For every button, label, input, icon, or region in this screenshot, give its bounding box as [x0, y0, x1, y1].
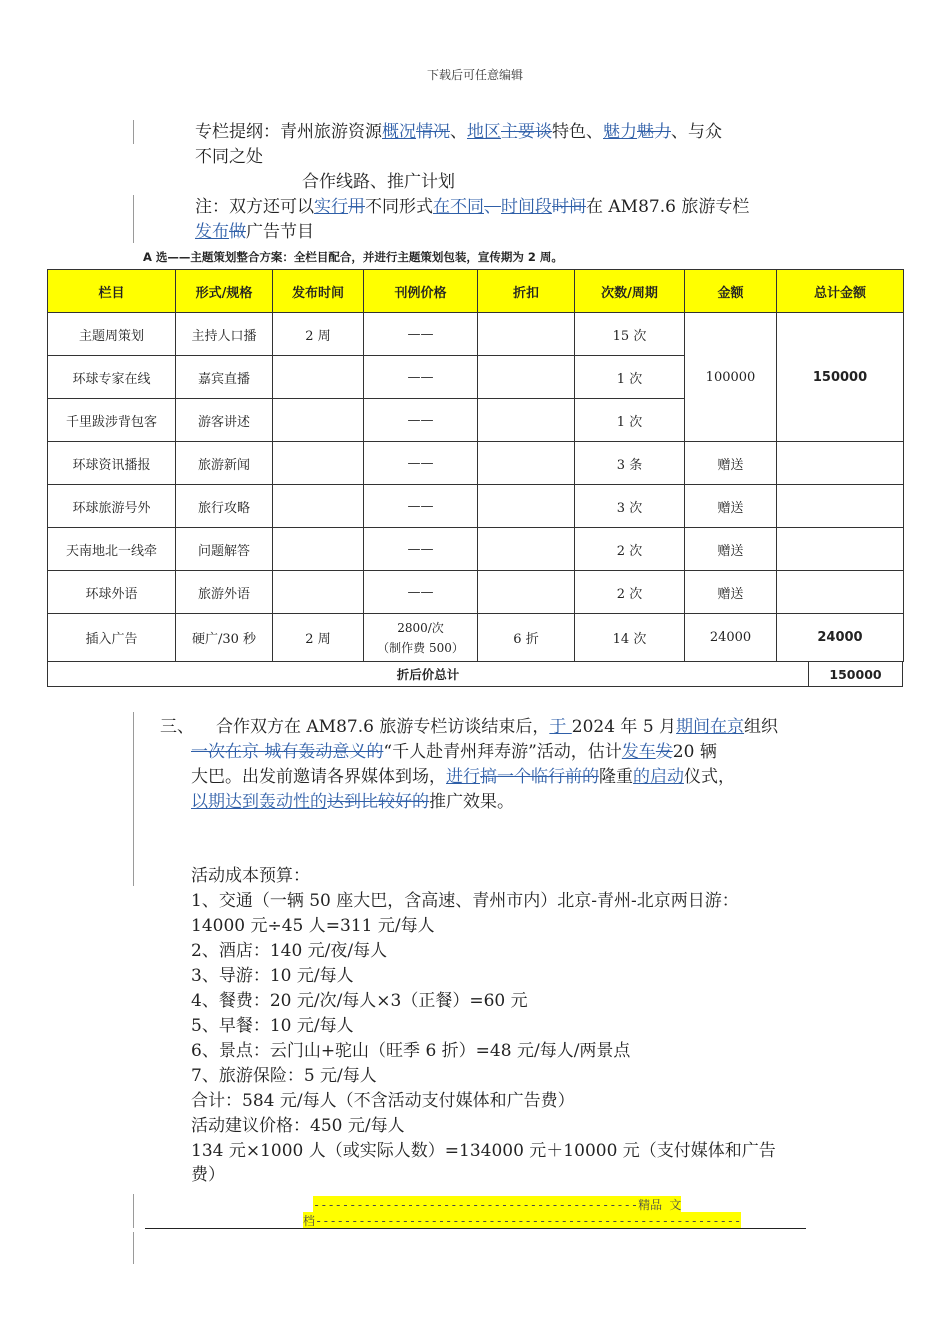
- cell: 主持人口播: [176, 313, 273, 356]
- cell: ——: [364, 356, 478, 399]
- cell: ——: [364, 528, 478, 571]
- budget-line: 2、酒店：140 元/夜/每人: [191, 941, 388, 961]
- change-bar: [133, 120, 134, 144]
- cell: [273, 528, 364, 571]
- cell: 主题周策划: [48, 313, 176, 356]
- budget-line: 3、导游：10 元/每人: [191, 966, 354, 986]
- cell: 15 次: [575, 313, 685, 356]
- header-cell: 形式/规格: [176, 270, 273, 313]
- budget-line: 5、早餐：10 元/每人: [191, 1016, 354, 1036]
- cell: 硬广/30 秒: [176, 614, 273, 662]
- table-row: [48, 571, 904, 614]
- cell: [777, 485, 904, 528]
- cell: 旅游外语: [176, 571, 273, 614]
- table-caption: A 选——主题策划整合方案：全栏目配合，并进行主题策划包装，宣传期为 2 周。: [143, 250, 563, 264]
- table-row: [48, 313, 904, 356]
- change-bar: [133, 195, 134, 243]
- cell: [478, 313, 575, 356]
- header-cell: 栏目: [48, 270, 176, 313]
- cell: 插入广告: [48, 614, 176, 662]
- budget-line: 14000 元÷45 人=311 元/每人: [191, 916, 435, 936]
- cell: 游客讲述: [176, 399, 273, 442]
- cell: 6 折: [478, 614, 575, 662]
- change-bar: [133, 1232, 134, 1264]
- budget-line: 6、景点：云门山+驼山（旺季 6 折）=48 元/每人/两景点: [191, 1041, 631, 1061]
- price-cell: [364, 614, 478, 662]
- cell: 环球专家在线: [48, 356, 176, 399]
- summary-value: 150000: [809, 662, 903, 687]
- cell: ——: [364, 571, 478, 614]
- cell: [273, 571, 364, 614]
- cell: [478, 485, 575, 528]
- outline-line-3: 合作线路、推广计划: [302, 172, 455, 192]
- header-cell: 刊例价格: [364, 270, 478, 313]
- cell: ——: [364, 313, 478, 356]
- table-row: [48, 485, 904, 528]
- header-cell: 金额: [685, 270, 777, 313]
- cell: 2 次: [575, 571, 685, 614]
- cell: ——: [364, 442, 478, 485]
- header-cell: 总计金额: [777, 270, 904, 313]
- cell: ——: [364, 399, 478, 442]
- budget-title: 活动成本预算：: [191, 866, 310, 886]
- cell: [478, 442, 575, 485]
- header-cell: 次数/周期: [575, 270, 685, 313]
- merged-amount-cell: 100000: [685, 313, 777, 442]
- cell: 赠送: [685, 571, 777, 614]
- cell: 24000: [685, 614, 777, 662]
- cell: [777, 528, 904, 571]
- section3-line-2: 一次在京 城有轰动意义的“千人赴青州拜寿游”活动，估计发车发20 辆: [191, 742, 717, 762]
- cell: 3 次: [575, 485, 685, 528]
- price-line: 2800/次: [397, 620, 444, 635]
- section-number: 三、: [160, 717, 194, 737]
- change-bar: [133, 712, 134, 886]
- footer-line-1: ---------------------------------------------精品 文: [313, 1198, 682, 1212]
- table-row: [48, 528, 904, 571]
- footer-line-2: 档-----------------------------------------------------------: [303, 1214, 742, 1228]
- note-line: 注：双方还可以实行用不同形式在不同、时间段时间在 AM87.6 旅游专栏: [195, 197, 750, 217]
- cell: [478, 571, 575, 614]
- cell: 环球旅游号外: [48, 485, 176, 528]
- cell: 千里跋涉背包客: [48, 399, 176, 442]
- budget-line: 4、餐费：20 元/次/每人×3（正餐）=60 元: [191, 991, 528, 1011]
- summary-label: 折后价总计: [48, 662, 809, 687]
- header-cell: 折扣: [478, 270, 575, 313]
- cell: 24000: [777, 614, 904, 662]
- table-row: [48, 442, 904, 485]
- cell: 问题解答: [176, 528, 273, 571]
- cell: ——: [364, 485, 478, 528]
- cell: 赠送: [685, 528, 777, 571]
- cell: 2 次: [575, 528, 685, 571]
- cell: [273, 485, 364, 528]
- cell: 旅游新闻: [176, 442, 273, 485]
- cell: 2 周: [273, 614, 364, 662]
- change-bar: [133, 1194, 134, 1228]
- table-row: [48, 614, 904, 662]
- cell: [273, 399, 364, 442]
- price-line: （制作费 500）: [377, 640, 464, 655]
- note-line-2: 发布做广告节目: [195, 222, 314, 242]
- section3-line-3: 大巴。出发前邀请各界媒体到场，进行搞一个临行前的隆重的启动仪式，: [191, 767, 735, 787]
- cell: [777, 442, 904, 485]
- plan-table: [47, 269, 904, 662]
- header-cell: 发布时间: [273, 270, 364, 313]
- budget-line: 合计：584 元/每人（不含活动支付媒体和广告费）: [191, 1091, 575, 1111]
- cell: [273, 356, 364, 399]
- summary-table: [47, 661, 903, 687]
- cell: 1 次: [575, 356, 685, 399]
- cell: 1 次: [575, 399, 685, 442]
- cell: 14 次: [575, 614, 685, 662]
- cell: 天南地北一线牵: [48, 528, 176, 571]
- cell: [777, 571, 904, 614]
- table-header-row: [48, 270, 904, 313]
- merged-total-cell: 150000: [777, 313, 904, 442]
- cell: 环球外语: [48, 571, 176, 614]
- cell: 旅行攻略: [176, 485, 273, 528]
- cell: [273, 442, 364, 485]
- cell: [478, 399, 575, 442]
- outline-line-2: 不同之处: [195, 147, 263, 167]
- cell: 3 条: [575, 442, 685, 485]
- summary-row: [48, 662, 903, 687]
- cell: [478, 356, 575, 399]
- outline-line: 专栏提纲：青州旅游资源概况情况、地区主要谈特色、魅力魅力、与众: [195, 122, 722, 142]
- budget-line: 活动建议价格：450 元/每人: [191, 1116, 405, 1136]
- budget-line: 费）: [191, 1165, 225, 1185]
- cell: 赠送: [685, 485, 777, 528]
- page-header: 下载后可任意编辑: [426, 68, 523, 82]
- footer-rule: [145, 1228, 806, 1229]
- cell: [478, 528, 575, 571]
- budget-line: 7、旅游保险：5 元/每人: [191, 1066, 377, 1086]
- budget-line: 134 元×1000 人（或实际人数）=134000 元＋10000 元（支付媒体和广告: [191, 1141, 776, 1161]
- section3-line-1: 三、 合作双方在 AM87.6 旅游专栏访谈结束后，于 2024 年 5 月期间在京组织: [160, 717, 779, 737]
- cell: 嘉宾直播: [176, 356, 273, 399]
- section3-line-4: 以期达到轰动性的达到比较好的推广效果。: [191, 792, 514, 812]
- cell: 赠送: [685, 442, 777, 485]
- cell: 环球资讯播报: [48, 442, 176, 485]
- cell: 2 周: [273, 313, 364, 356]
- budget-line: 1、交通（一辆 50 座大巴，含高速、青州市内）北京-青州-北京两日游：: [191, 891, 739, 911]
